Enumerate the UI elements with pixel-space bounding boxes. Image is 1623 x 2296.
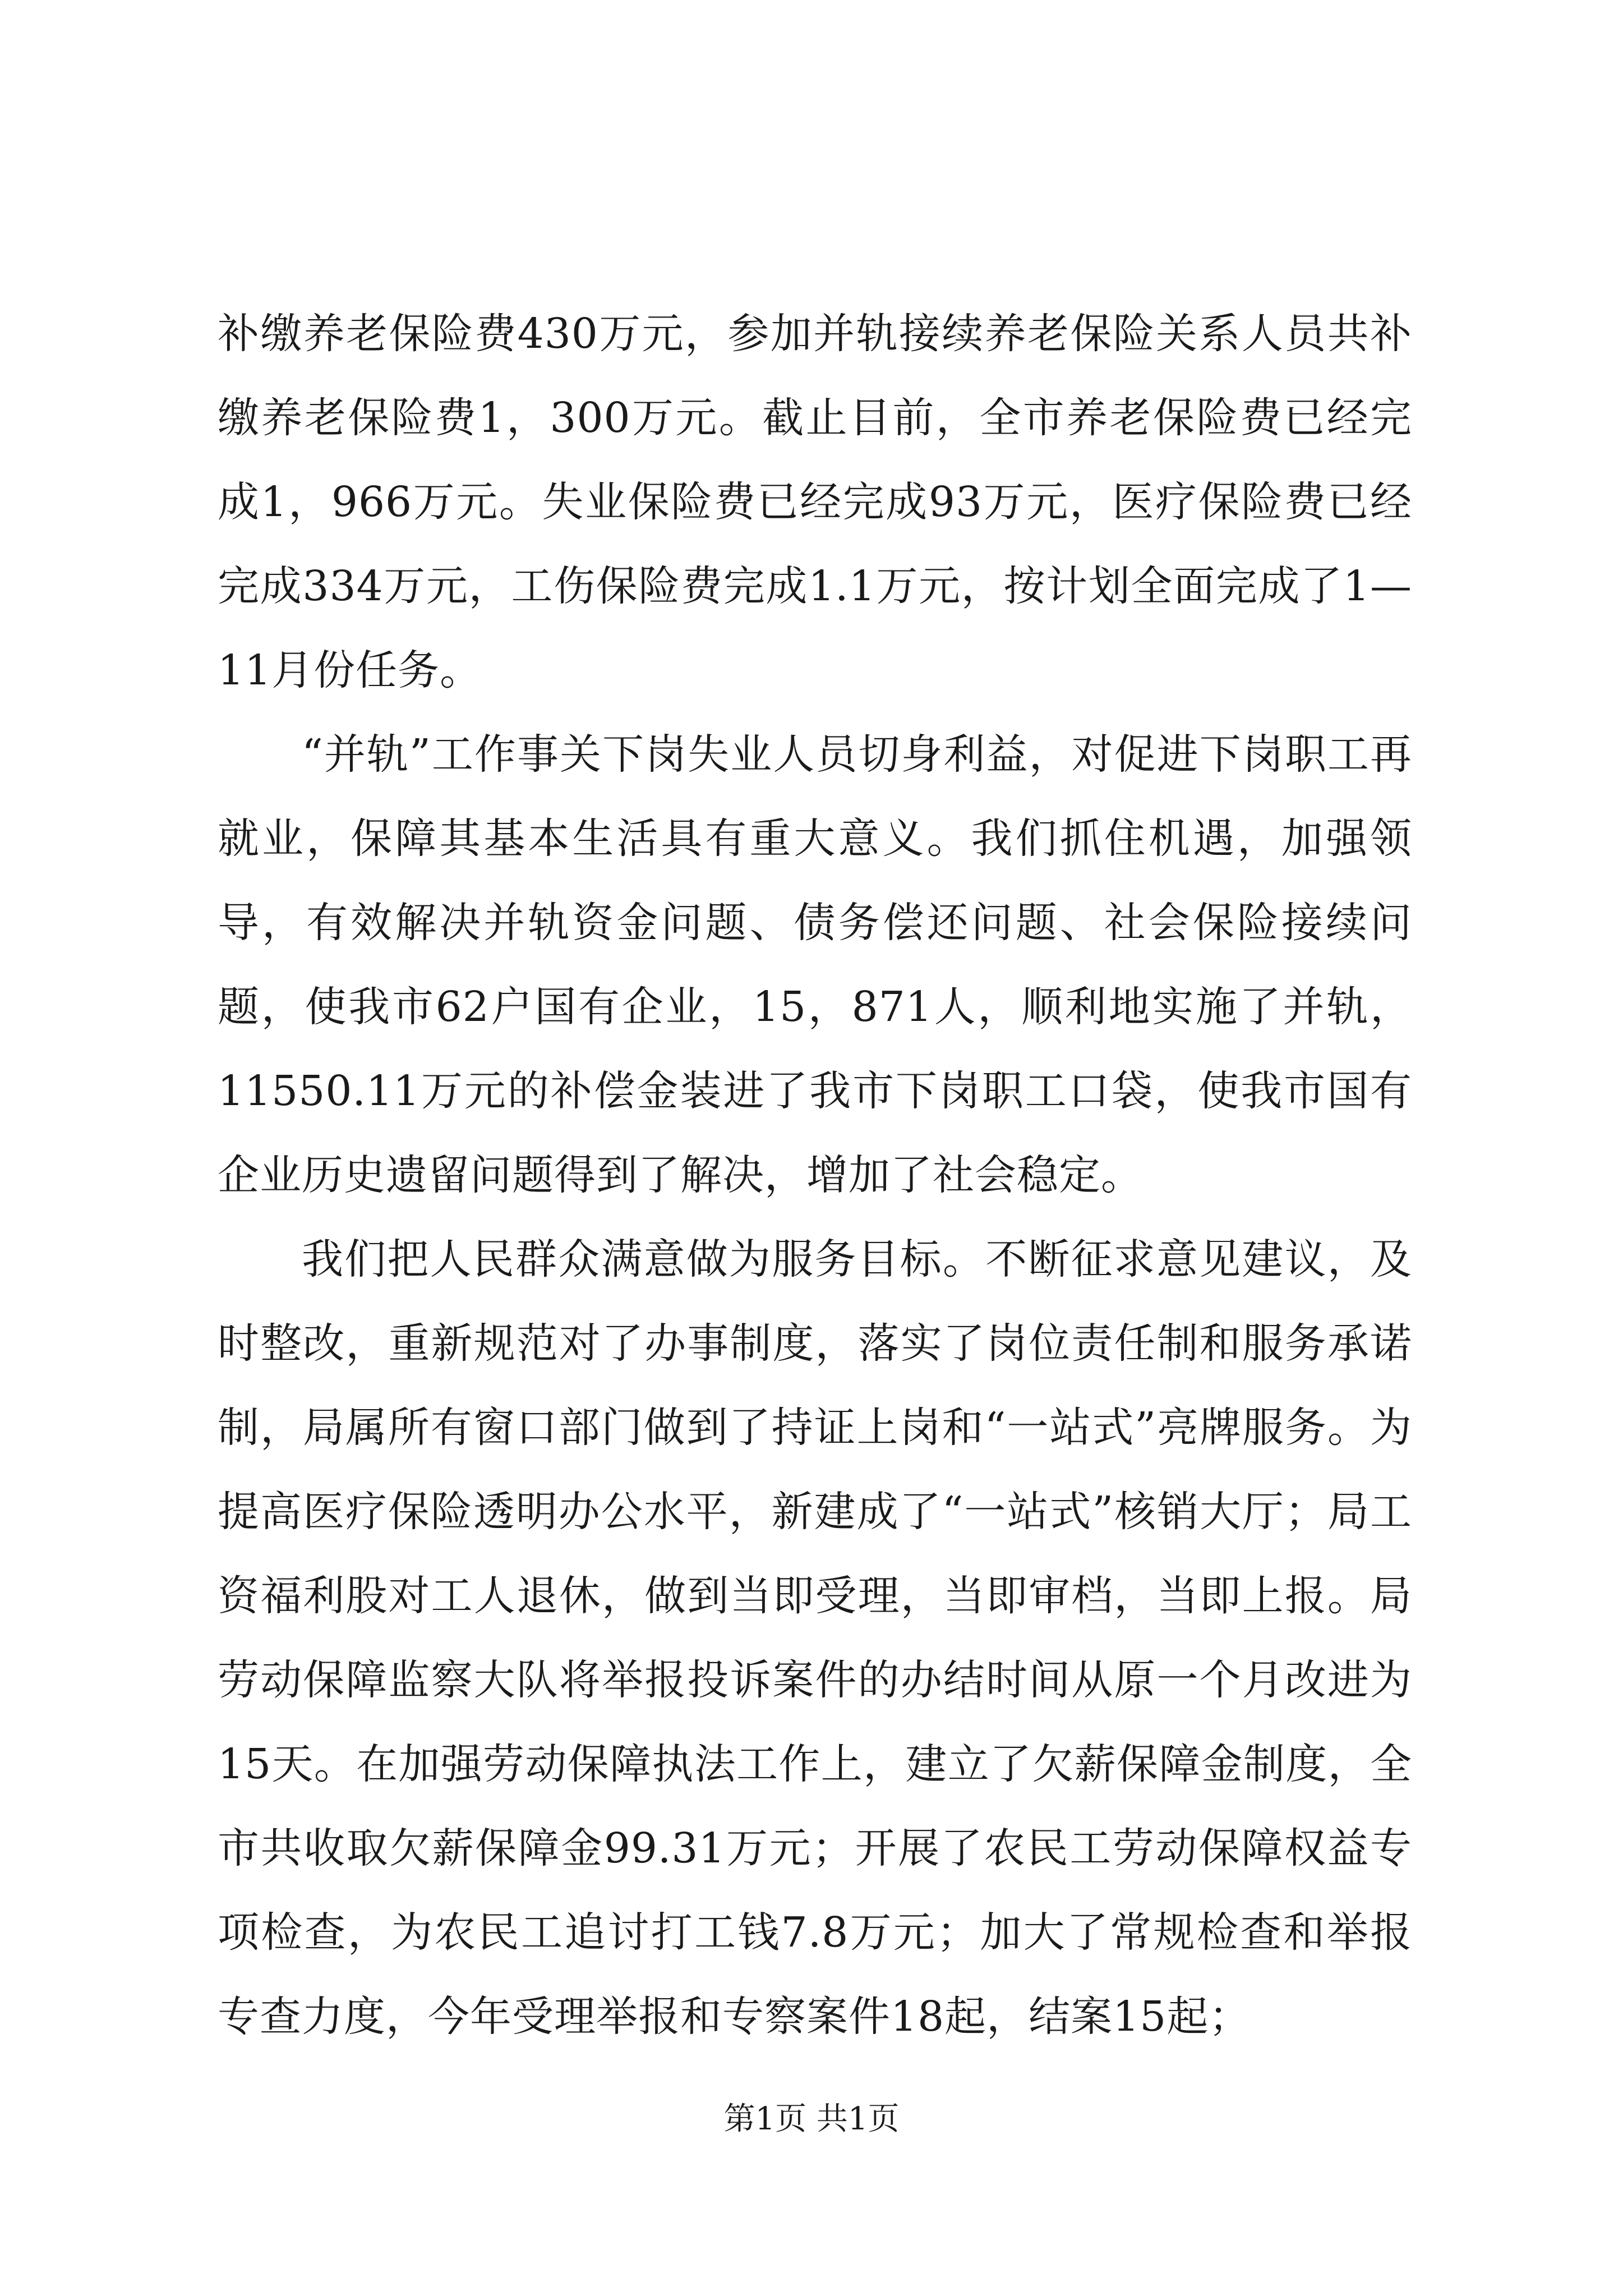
- paragraph-service-goals: 我们把人民群众满意做为服务目标。不断征求意见建议，及时整改，重新规范对了办事制度，落实了岗位责任制和服务承诺制，局属所有窗口部门做到了持证上岗和“一站式”亮牌服务。为提高医疗保险透明办公水平，新建成了“一站式”核销大厅；局工资福利股对工人退休，做到当即受理，当即审档，当即上报。局劳动保障监察大队将举报投诉案件的办结时间从原一个月改进为15天。在加强劳动保障执法工作上，建立了欠薪保障金制度，全市共收取欠薪保障金99.31万元；开展了农民工劳动保障权益专项检查，为农民工追讨打工钱7.8万元；加大了常规检查和举报专查力度，今年受理举报和专察案件18起，结案15起；: [218, 1235, 1412, 2041]
- document-body: [218, 292, 1412, 2059]
- paragraph-merger-work: “并轨”工作事关下岗失业人员切身利益，对促进下岗职工再就业，保障其基本生活具有重大意义。我们抓住机遇，加强领导，有效解决并轨资金问题、债务偿还问题、社会保险接续问题，使我市62户国有企业，15，871人，顺利地实施了并轨，11550.11万元的补偿金装进了我市下岗职工口袋，使我市国有企业历史遗留问题得到了解决，增加了社会稳定。: [218, 730, 1412, 1199]
- paragraph-insurance-fees: 补缴养老保险费430万元，参加并轨接续养老保险关系人员共补缴养老保险费1，300万元。截止目前，全市养老保险费已经完成1，966万元。失业保险费已经完成93万元，医疗保险费已经完成334万元，工伤保险费完成1.1万元，按计划全面完成了1—11月份任务。: [218, 310, 1412, 694]
- page-footer: 第1页 共1页: [723, 2101, 900, 2137]
